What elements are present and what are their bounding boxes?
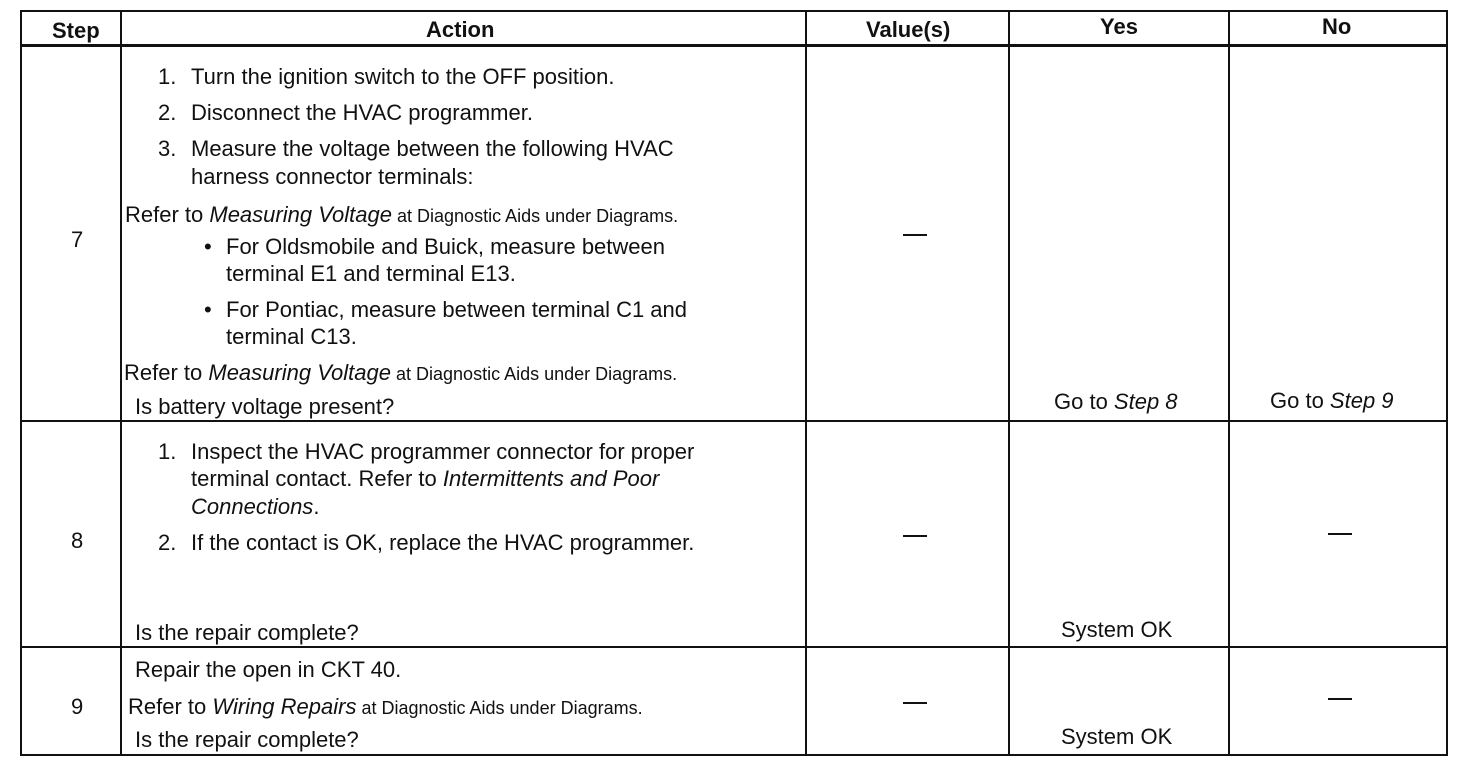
action-text: Repair the open in CKT 40.	[135, 657, 402, 682]
list-item-text: terminal contact. Refer to Intermittents and Poor	[191, 466, 660, 491]
header-no: No	[1322, 14, 1352, 39]
header-yes: Yes	[1100, 14, 1138, 39]
value-dash	[903, 535, 927, 537]
reference-link[interactable]: Wiring Repairs	[212, 694, 357, 719]
list-item-text: Measure the voltage between the following HVAC	[191, 136, 674, 161]
bullet-icon: •	[204, 297, 212, 322]
value-dash	[903, 234, 927, 236]
reference-link[interactable]: Measuring Voltage	[209, 202, 393, 227]
refer-note: Refer to Measuring Voltage at Diagnostic Aids under Diagrams.	[125, 202, 679, 227]
list-item-text: Inspect the HVAC programmer connector for proper	[191, 439, 695, 464]
list-number: 1.	[158, 439, 177, 464]
no-dash	[1328, 533, 1352, 535]
list-item-text: Connections.	[191, 494, 320, 519]
list-number: 3.	[158, 136, 177, 161]
yes-action: System OK	[1061, 724, 1173, 749]
question-text: Is the repair complete?	[135, 620, 359, 645]
reference-link[interactable]: Measuring Voltage	[208, 360, 392, 385]
list-item-text: If the contact is OK, replace the HVAC programmer.	[191, 530, 695, 555]
list-item-text: Disconnect the HVAC programmer.	[191, 100, 533, 125]
step-number: 7	[71, 227, 84, 252]
reference-link[interactable]: Intermittents and Poor	[442, 466, 660, 491]
step-link[interactable]: Step 9	[1329, 388, 1394, 413]
header-action: Action	[426, 17, 495, 42]
bullet-text: For Oldsmobile and Buick, measure between	[226, 234, 665, 259]
refer-note: Refer to Measuring Voltage at Diagnostic Aids under Diagrams.	[124, 360, 678, 385]
step-number: 8	[71, 528, 84, 553]
yes-action: Go to Step 8	[1054, 389, 1178, 414]
list-number: 1.	[158, 64, 177, 89]
list-item-text: Turn the ignition switch to the OFF position.	[191, 64, 615, 89]
value-dash	[903, 702, 927, 704]
bullet-text: For Pontiac, measure between terminal C1 and	[226, 297, 688, 322]
question-text: Is battery voltage present?	[135, 394, 395, 419]
bullet-text: terminal C13.	[226, 324, 357, 349]
reference-link[interactable]: Connections	[191, 494, 314, 519]
bullet-text: terminal E1 and terminal E13.	[226, 261, 516, 286]
bullet-icon: •	[204, 234, 212, 259]
yes-action: System OK	[1061, 617, 1173, 642]
refer-note: Refer to Wiring Repairs at Diagnostic Aids under Diagrams.	[128, 694, 643, 719]
list-number: 2.	[158, 530, 177, 555]
question-text: Is the repair complete?	[135, 727, 359, 752]
header-values: Value(s)	[866, 17, 951, 42]
list-item-text: harness connector terminals:	[191, 164, 474, 189]
step-link[interactable]: Step 8	[1113, 389, 1178, 414]
no-dash	[1328, 698, 1352, 700]
header-step: Step	[52, 18, 100, 43]
no-action: Go to Step 9	[1270, 388, 1394, 413]
list-number: 2.	[158, 100, 177, 125]
step-number: 9	[71, 694, 84, 719]
